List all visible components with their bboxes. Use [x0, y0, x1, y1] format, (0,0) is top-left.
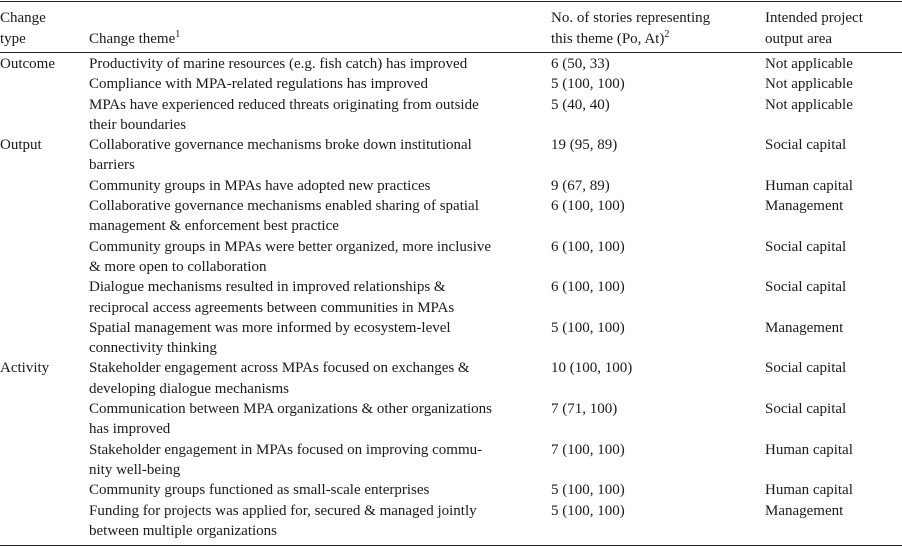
stories-cell: 19 (95, 89)	[551, 137, 618, 154]
change-theme-cell	[89, 176, 430, 196]
table-row	[0, 480, 902, 500]
table-row	[0, 54, 902, 74]
output-area-cell: Human capital	[765, 441, 853, 458]
change-theme-cell	[89, 501, 477, 542]
header-change-type: Change type	[0, 10, 46, 47]
stories-cell: 6 (50, 33)	[551, 56, 610, 72]
change-theme-line: Spatial management was more informed by ecosystem-level	[89, 319, 451, 336]
change-theme-cell	[89, 277, 454, 318]
output-area-cell: Management	[765, 319, 844, 336]
change-theme-cell	[89, 480, 429, 500]
stories-cell: 7 (71, 100)	[551, 401, 618, 418]
change-theme-line: management & enforcement best practice	[89, 218, 339, 235]
change-theme-line: connectivity thinking	[89, 340, 217, 357]
stories-cell: 7 (100, 100)	[551, 441, 625, 458]
change-theme-line: nity well-being	[89, 461, 181, 478]
change-theme-line: Compliance with MPA-related regulations has improved	[89, 76, 428, 93]
table-row	[0, 196, 902, 237]
change-theme-cell	[89, 237, 491, 278]
table-top-rule	[0, 1, 902, 2]
change-theme-line: their boundaries	[89, 116, 187, 133]
change-theme-cell	[89, 358, 470, 399]
table-row	[0, 176, 902, 196]
change-theme-line: & more open to collaboration	[89, 258, 267, 275]
change-theme-cell	[89, 135, 472, 176]
table-row	[0, 318, 902, 359]
change-theme-cell	[89, 95, 479, 136]
output-area-cell: Management	[765, 198, 844, 215]
header-change-theme: Change theme$^1$	[89, 29, 181, 47]
change-type-cell: Activity	[0, 360, 50, 377]
change-theme-line: Stakeholder engagement across MPAs focused on exchanges &	[89, 360, 470, 377]
change-theme-line: barriers	[89, 157, 135, 174]
change-theme-cell	[89, 440, 482, 481]
change-type-cell: Output	[0, 137, 42, 154]
change-theme-line: developing dialogue mechanisms	[89, 380, 289, 397]
header-stories: No. of stories representing this theme (Po, At)$^2$	[551, 10, 711, 47]
change-theme-line: MPAs have experienced reduced threats originating from outside	[89, 96, 479, 113]
stories-cell: 9 (67, 89)	[551, 177, 610, 194]
table-row	[0, 358, 902, 399]
change-theme-cell	[89, 318, 451, 359]
output-area-cell: Human capital	[765, 177, 853, 194]
stories-cell: 5 (100, 100)	[551, 502, 625, 519]
output-area-cell: Social capital	[765, 360, 847, 377]
output-area-cell: Management	[765, 502, 844, 519]
change-theme-line: Dialogue mechanisms resulted in improved relationships &	[89, 279, 446, 296]
stories-cell: 5 (100, 100)	[551, 76, 625, 93]
stories-cell: 6 (100, 100)	[551, 279, 625, 296]
change-theme-line: Community groups in MPAs have adopted new practices	[89, 177, 431, 194]
output-area-cell: Human capital	[765, 482, 853, 499]
table-bottom-rule	[0, 545, 902, 546]
output-area-cell: Social capital	[765, 401, 847, 418]
table-row	[0, 95, 902, 136]
change-theme-cell	[89, 54, 467, 74]
stories-cell: 10 (100, 100)	[551, 360, 633, 377]
change-type-cell: Outcome	[0, 56, 55, 72]
output-area-cell: Social capital	[765, 279, 847, 296]
change-theme-line: between multiple organizations	[89, 522, 278, 539]
footnote-2: 2	[664, 29, 670, 40]
change-theme-line: Community groups functioned as small-scale enterprises	[89, 482, 430, 499]
output-area-cell: Social capital	[765, 137, 847, 154]
table-row	[0, 277, 902, 318]
change-theme-cell	[89, 74, 428, 94]
change-theme-cell	[89, 399, 492, 440]
table-row	[0, 399, 902, 440]
change-theme-line: Community groups in MPAs were better organized, more inclusive	[89, 238, 492, 255]
header-rule	[0, 52, 902, 53]
stories-cell: 5 (100, 100)	[551, 319, 625, 336]
change-theme-line: Productivity of marine resources (e.g. fish catch) has improved	[89, 56, 468, 72]
output-area-cell: Not applicable	[765, 56, 853, 72]
change-theme-line: Communication between MPA organizations & other organizations	[89, 401, 493, 418]
table-row	[0, 135, 902, 176]
table-row	[0, 440, 902, 481]
table-row	[0, 501, 902, 542]
stories-cell: 5 (40, 40)	[551, 96, 610, 113]
change-theme-cell	[89, 196, 479, 237]
stories-cell: 6 (100, 100)	[551, 238, 625, 255]
table-row	[0, 74, 902, 94]
change-theme-line: Collaborative governance mechanisms broke down institutional	[89, 137, 472, 154]
output-area-cell: Social capital	[765, 238, 847, 255]
change-theme-line: Stakeholder engagement in MPAs focused on improving commu-	[89, 441, 483, 458]
table-body	[0, 54, 902, 541]
change-theme-line: reciprocal access agreements between communities in MPAs	[89, 299, 455, 316]
footnote-1: 1	[175, 29, 181, 40]
stories-cell: 5 (100, 100)	[551, 482, 625, 499]
change-theme-line: Collaborative governance mechanisms enabled sharing of spatial	[89, 198, 479, 215]
change-theme-line: Funding for projects was applied for, secured & managed jointly	[89, 502, 477, 519]
stories-cell: 6 (100, 100)	[551, 198, 625, 215]
header-output-area: Intended project output area	[765, 10, 863, 47]
output-area-cell: Not applicable	[765, 76, 853, 93]
table-row	[0, 237, 902, 278]
change-theme-line: has improved	[89, 421, 171, 438]
output-area-cell: Not applicable	[765, 96, 853, 113]
